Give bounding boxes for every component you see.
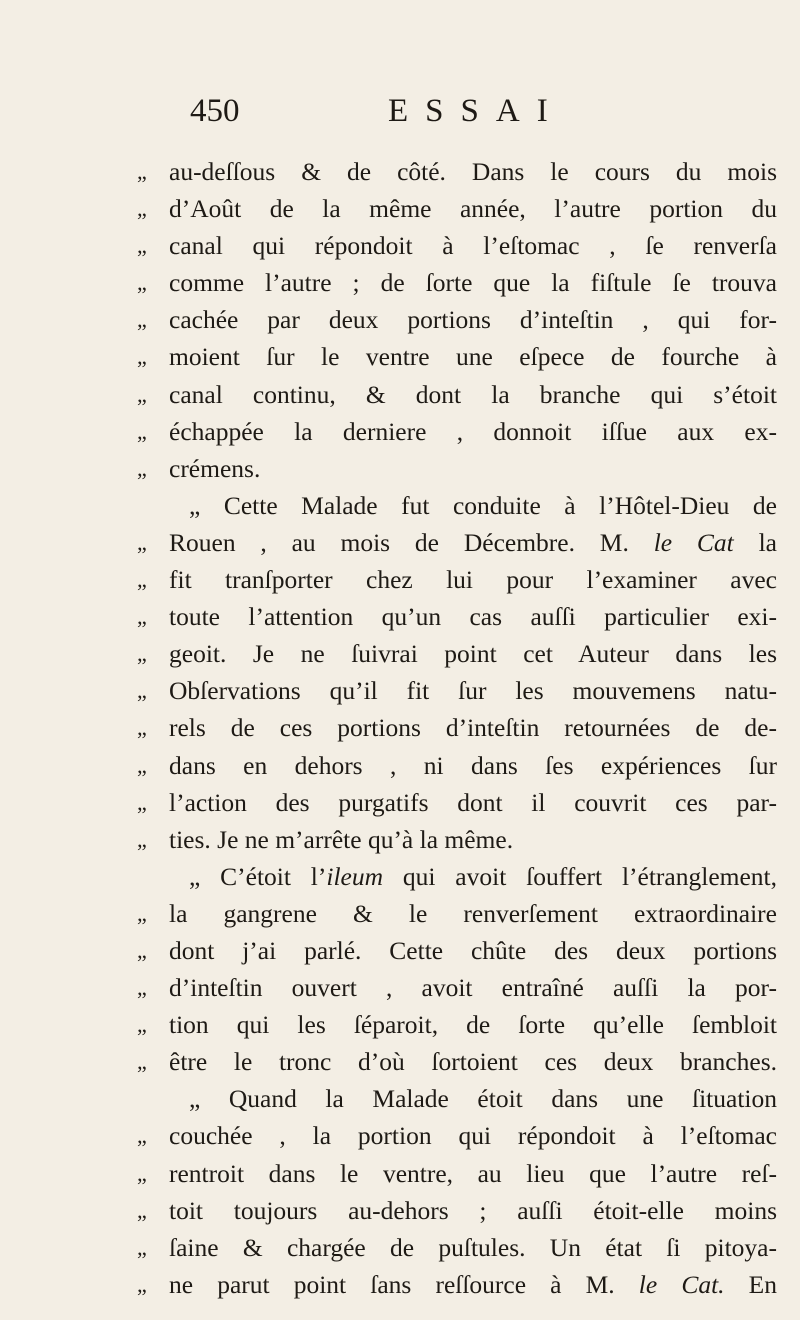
quotation-mark: „ xyxy=(137,307,147,333)
quotation-mark: „ xyxy=(137,1197,147,1223)
text-line xyxy=(137,450,777,487)
quotation-mark: „ xyxy=(137,567,147,593)
text-run: échappée la derniere , donnoit iſſue aux ex- xyxy=(169,416,777,446)
line-text xyxy=(169,301,777,338)
quotation-mark: „ xyxy=(137,418,147,444)
text-run: tion qui les ſéparoit, de ſorte qu’elle ſembloit xyxy=(169,1010,777,1040)
quotation-mark: „ xyxy=(137,1049,147,1075)
text-line xyxy=(137,784,777,821)
quotation-mark: „ xyxy=(137,604,147,630)
text-line xyxy=(137,858,777,895)
quotation-mark: „ xyxy=(137,752,147,778)
running-title: ESSAI xyxy=(388,93,565,129)
quotation-mark: „ xyxy=(137,641,147,667)
text-run: au-deſſous & de côté. Dans le cours du mois xyxy=(169,157,777,186)
quotation-mark: „ xyxy=(137,159,147,184)
text-run: canal continu, & dont la branche qui s’étoit xyxy=(169,379,777,409)
text-run: Rouen , au mois de Décembre. M. xyxy=(169,527,654,557)
text-line xyxy=(137,1043,777,1080)
text-line xyxy=(137,1266,777,1303)
text-run: „ Quand la Malade étoit dans une ſituation xyxy=(189,1084,777,1114)
line-text xyxy=(169,635,777,672)
line-text xyxy=(169,524,777,561)
quotation-mark: „ xyxy=(137,1234,147,1260)
line-text xyxy=(189,1080,777,1117)
line-text xyxy=(169,932,777,969)
italic-text: ileum xyxy=(326,861,384,891)
text-run: crémens. xyxy=(169,453,261,483)
line-text xyxy=(169,969,777,1006)
text-run: ſaine & chargée de puſtules. Un état ſi pitoya- xyxy=(169,1232,777,1262)
text-line xyxy=(137,190,777,227)
line-text xyxy=(169,376,777,413)
line-text xyxy=(169,450,777,487)
text-line xyxy=(137,932,777,969)
text-run: ties. Je ne m’arrête qu’à la même. xyxy=(169,824,514,854)
line-text xyxy=(169,1229,777,1266)
line-text xyxy=(169,1117,777,1154)
line-text xyxy=(189,858,777,895)
page-number: 450 xyxy=(190,93,240,129)
line-text xyxy=(169,264,777,301)
text-run: „ C’étoit l’ xyxy=(189,861,327,891)
text-run: geoit. Je ne ſuivrai point cet Auteur dans les xyxy=(169,639,777,669)
text-run: canal qui répondoit à l’eſtomac , ſe renverſa xyxy=(169,231,777,261)
line-text xyxy=(169,784,777,821)
text-line xyxy=(137,487,777,524)
text-run: d’Août de la même année, l’autre portion du xyxy=(169,194,777,224)
text-line xyxy=(137,153,777,190)
line-text xyxy=(169,153,777,190)
line-text xyxy=(169,672,777,709)
text-line xyxy=(137,821,777,858)
text-line xyxy=(137,1117,777,1154)
text-run: dont j’ai parlé. Cette chûte des deux portions xyxy=(169,935,777,965)
text-run: être le tronc d’où ſortoient ces deux branches. xyxy=(169,1047,777,1077)
quotation-mark: „ xyxy=(137,715,147,741)
line-text xyxy=(169,561,777,598)
line-text xyxy=(169,1043,777,1080)
text-run: fit tranſporter chez lui pour l’examiner avec xyxy=(169,565,777,595)
body-text xyxy=(137,153,777,1303)
line-text xyxy=(169,747,777,784)
line-text xyxy=(169,1266,777,1303)
line-text xyxy=(169,895,777,932)
line-text xyxy=(169,1155,777,1192)
quotation-mark: „ xyxy=(137,678,147,704)
page-header xyxy=(190,93,690,143)
line-text xyxy=(189,487,777,524)
quotation-mark: „ xyxy=(137,270,147,296)
quotation-mark: „ xyxy=(137,900,147,926)
text-line xyxy=(137,524,777,561)
quotation-mark: „ xyxy=(137,1123,147,1149)
text-run: rentroit dans le ventre, au lieu que l’autre reſ- xyxy=(169,1158,777,1188)
quotation-mark: „ xyxy=(137,1271,147,1297)
text-run: d’inteſtin ouvert , avoit entraîné auſſi la por- xyxy=(169,973,777,1003)
text-line xyxy=(137,264,777,301)
text-line xyxy=(137,561,777,598)
quotation-mark: „ xyxy=(137,1012,147,1038)
text-run: cachée par deux portions d’inteſtin , qui for- xyxy=(169,305,777,335)
text-line xyxy=(137,1192,777,1229)
text-run: couchée , la portion qui répondoit à l’eſtomac xyxy=(169,1121,777,1151)
text-line xyxy=(137,338,777,375)
text-run: rels de ces portions d’inteſtin retournées de de- xyxy=(169,713,777,743)
line-text xyxy=(169,190,777,227)
text-line xyxy=(137,1155,777,1192)
line-text xyxy=(169,709,777,746)
quotation-mark: „ xyxy=(137,455,147,481)
quotation-mark: „ xyxy=(137,937,147,963)
text-line xyxy=(137,413,777,450)
text-line xyxy=(137,709,777,746)
text-run: „ Cette Malade fut conduite à l’Hôtel-Dieu de xyxy=(189,490,777,520)
quotation-mark: „ xyxy=(137,529,147,555)
text-run: la xyxy=(733,527,777,557)
text-line xyxy=(137,376,777,413)
text-line xyxy=(137,1229,777,1266)
text-run: ne parut point ſans reſſource à M. xyxy=(169,1269,639,1299)
text-line xyxy=(137,969,777,1006)
text-line xyxy=(137,1080,777,1117)
line-text xyxy=(169,413,777,450)
quotation-mark: „ xyxy=(137,233,147,259)
text-run: En xyxy=(724,1269,777,1299)
text-run: toit toujours au-dehors ; auſſi étoit-elle moins xyxy=(169,1195,777,1225)
quotation-mark: „ xyxy=(137,826,147,852)
quotation-mark: „ xyxy=(137,1160,147,1186)
text-line xyxy=(137,301,777,338)
quotation-mark: „ xyxy=(137,975,147,1001)
text-line xyxy=(137,635,777,672)
text-run: dans en dehors , ni dans ſes expériences ſur xyxy=(169,750,777,780)
quotation-mark: „ xyxy=(137,196,147,222)
line-text xyxy=(169,338,777,375)
text-run: Obſervations qu’il fit ſur les mouvemens natu- xyxy=(169,676,777,706)
line-text xyxy=(169,598,777,635)
quotation-mark: „ xyxy=(137,789,147,815)
quotation-mark: „ xyxy=(137,381,147,407)
line-text xyxy=(169,1192,777,1229)
text-line xyxy=(137,895,777,932)
line-text xyxy=(169,821,777,858)
text-run: toute l’attention qu’un cas auſſi particulier exi- xyxy=(169,602,777,632)
text-line xyxy=(137,672,777,709)
text-run: qui avoit ſouffert l’étranglement, xyxy=(383,861,777,891)
text-run: la gangrene & le renverſement extraordinaire xyxy=(169,898,777,928)
text-line xyxy=(137,1006,777,1043)
italic-text: le Cat xyxy=(653,527,734,557)
text-run: l’action des purgatifs dont il couvrit ces par- xyxy=(169,787,777,817)
text-line xyxy=(137,747,777,784)
text-run: moient ſur le ventre une eſpece de fourche à xyxy=(169,342,777,372)
quotation-mark: „ xyxy=(137,344,147,370)
italic-text: le Cat. xyxy=(638,1269,725,1299)
line-text xyxy=(169,227,777,264)
line-text xyxy=(169,1006,777,1043)
text-run: comme l’autre ; de ſorte que la fiſtule ſe trouva xyxy=(169,268,777,298)
text-line xyxy=(137,227,777,264)
text-line xyxy=(137,598,777,635)
